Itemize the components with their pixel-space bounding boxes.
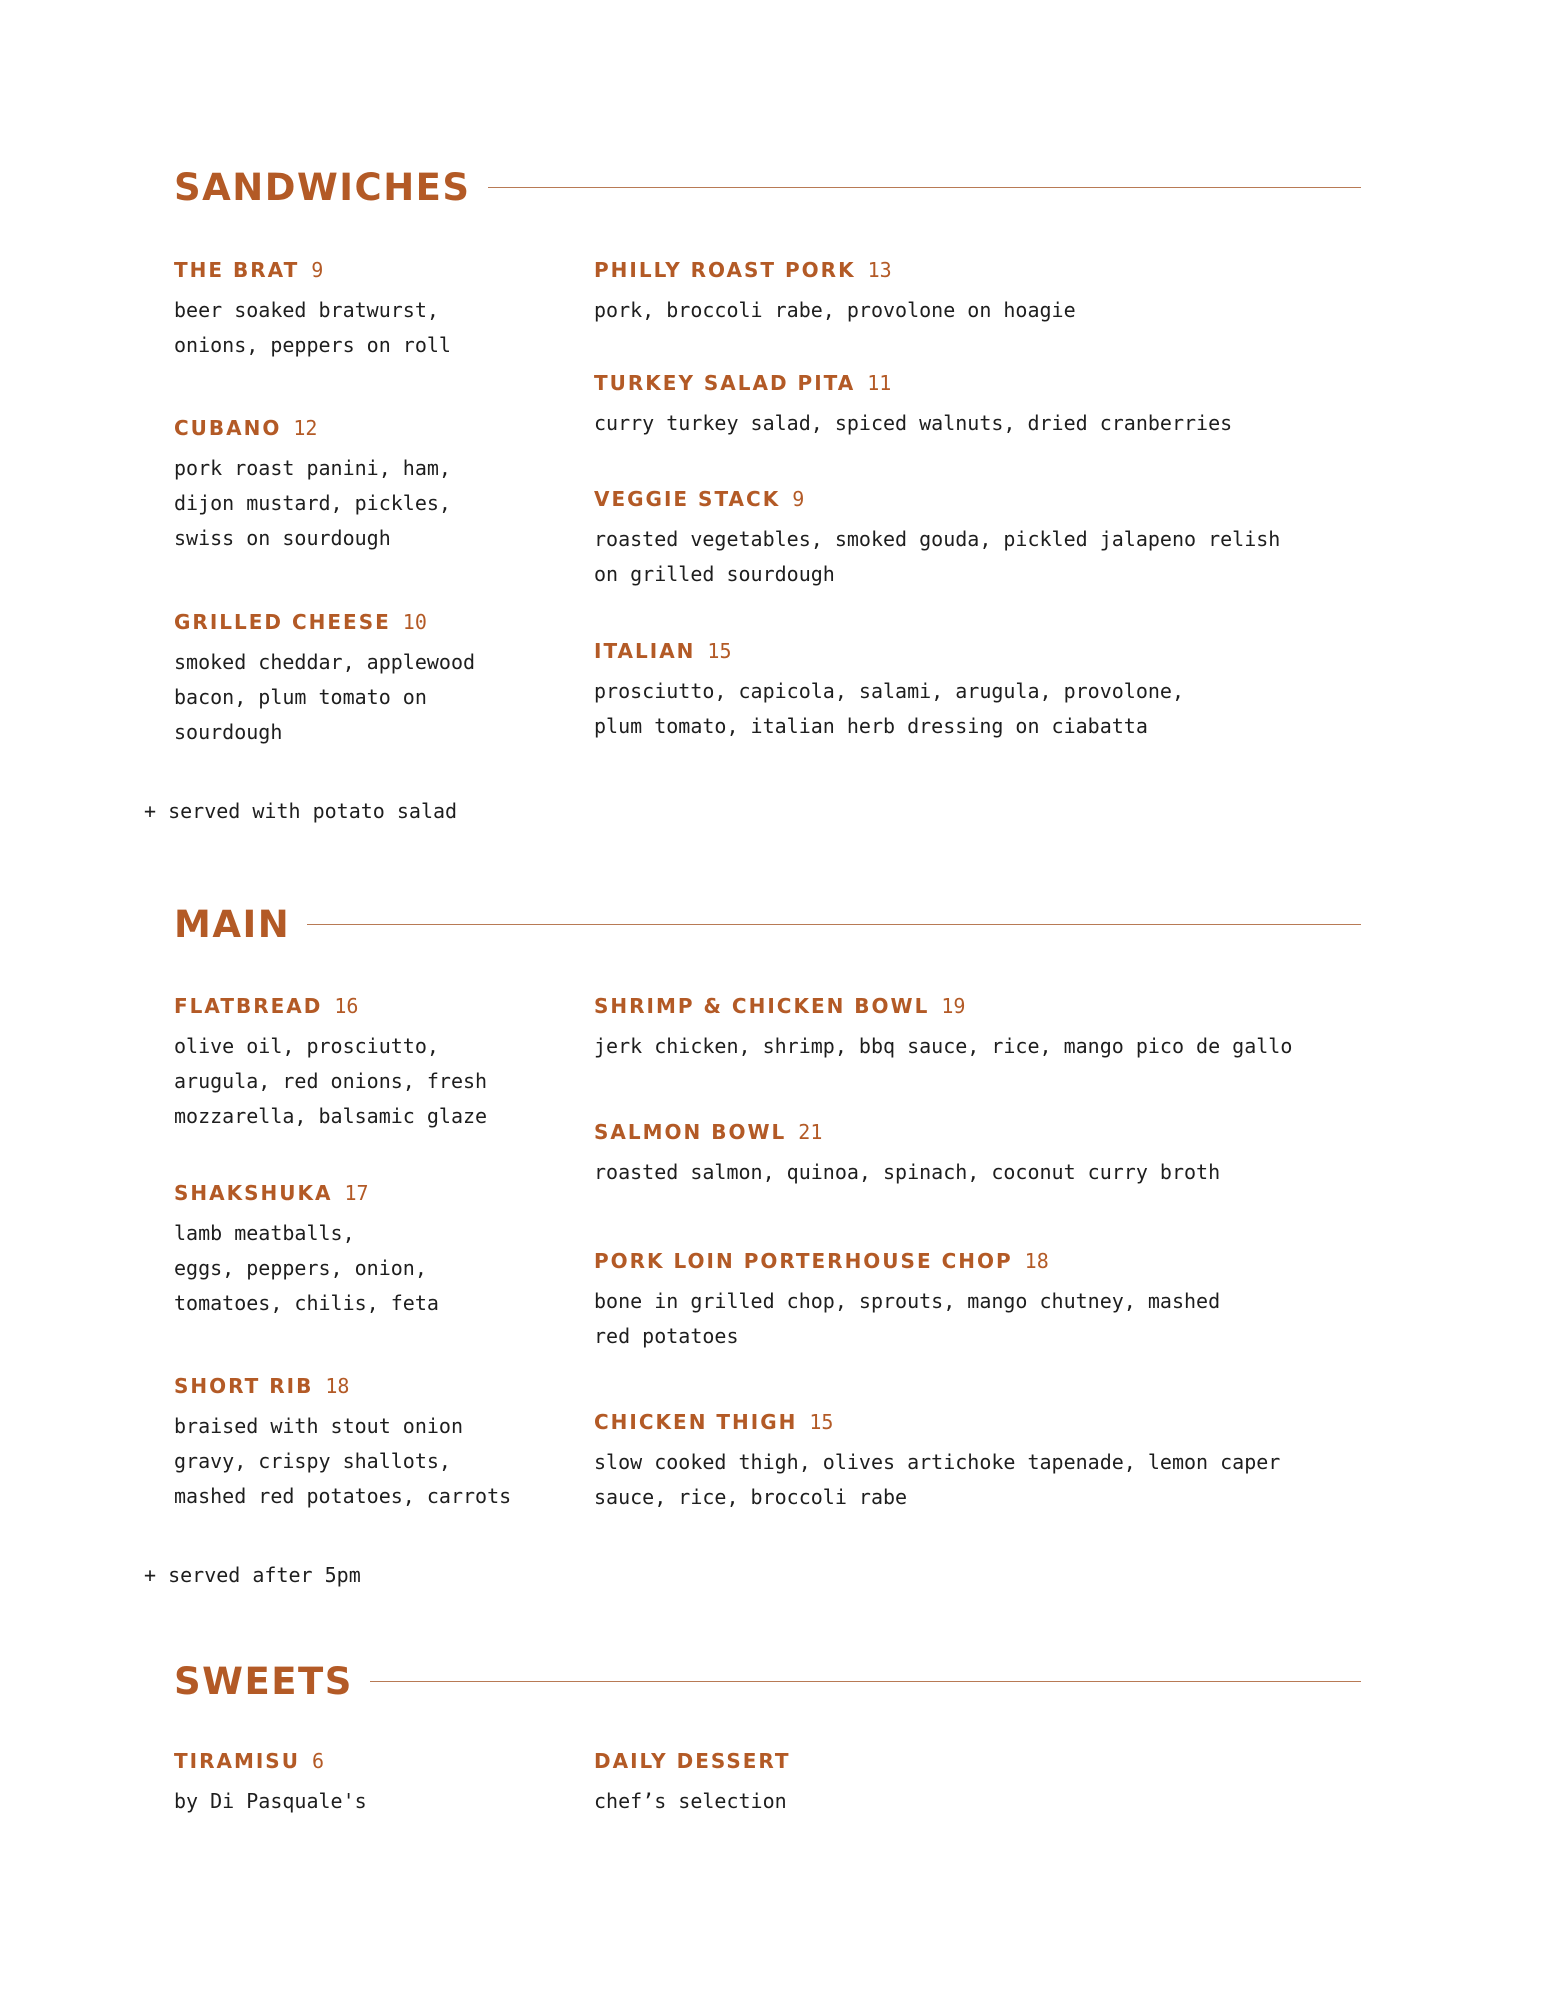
item-name: CHICKEN THIGH	[594, 1410, 798, 1434]
menu-item-daily-dessert	[594, 1748, 791, 1819]
menu-item-italian	[594, 638, 1184, 744]
item-description	[174, 1216, 439, 1321]
item-price: 6	[311, 1749, 324, 1773]
item-name: VEGGIE STACK	[594, 487, 781, 511]
item-heading	[594, 370, 1232, 396]
item-heading	[174, 257, 451, 283]
item-name: FLATBREAD	[174, 994, 323, 1018]
description-line: sourdough	[174, 720, 283, 744]
description-line: chef’s selection	[594, 1789, 787, 1813]
menu-item-pork-loin-porterhouse-chop	[594, 1248, 1220, 1354]
item-description	[594, 522, 1280, 592]
description-line: on grilled sourdough	[594, 562, 835, 586]
item-price: 19	[941, 994, 966, 1018]
menu-item-chicken-thigh	[594, 1409, 1280, 1515]
description-line: pork, broccoli rabe, provolone on hoagie	[594, 298, 1076, 322]
section-header-sweets	[174, 1660, 1361, 1703]
item-price: 10	[402, 610, 427, 634]
description-line: onions, peppers on roll	[174, 333, 451, 357]
description-line: smoked cheddar, applewood	[174, 650, 476, 674]
menu-item-grilled-cheese	[174, 609, 475, 750]
item-price: 11	[867, 371, 892, 395]
item-heading	[594, 1119, 1220, 1145]
section-title: SANDWICHES	[174, 166, 471, 209]
menu-item-philly-roast-pork	[594, 257, 1076, 328]
section-header-sandwiches	[174, 166, 1361, 209]
description-line: prosciutto, capicola, salami, arugula, provolone,	[594, 679, 1185, 703]
description-line: bacon, plum tomato on	[174, 685, 427, 709]
item-name: GRILLED CHEESE	[174, 610, 391, 634]
description-line: roasted vegetables, smoked gouda, pickled jalapeno relish	[594, 527, 1281, 551]
menu-item-veggie-stack	[594, 486, 1280, 592]
item-name: CUBANO	[174, 416, 282, 440]
menu-item-short-rib	[174, 1373, 511, 1514]
item-description	[594, 1445, 1280, 1515]
description-line: roasted salmon, quinoa, spinach, coconut curry broth	[594, 1160, 1221, 1184]
section-note: + served after 5pm	[144, 1563, 361, 1587]
description-line: dijon mustard, pickles,	[174, 491, 451, 515]
item-heading	[174, 1180, 439, 1206]
item-description	[174, 293, 451, 363]
section-header-main	[174, 903, 1361, 946]
item-heading	[594, 1748, 791, 1774]
description-line: mozzarella, balsamic glaze	[174, 1104, 488, 1128]
menu-item-shakshuka	[174, 1180, 439, 1321]
item-name: SHORT RIB	[174, 1374, 314, 1398]
item-heading	[174, 1748, 367, 1774]
description-line: bone in grilled chop, sprouts, mango chutney, mashed	[594, 1289, 1221, 1313]
item-description	[174, 1409, 511, 1514]
item-description	[594, 406, 1232, 441]
item-heading	[594, 1248, 1220, 1274]
description-line: braised with stout onion	[174, 1414, 463, 1438]
item-description	[594, 1029, 1292, 1064]
item-heading	[174, 1373, 511, 1399]
item-description	[594, 1784, 791, 1819]
description-line: gravy, crispy shallots,	[174, 1449, 451, 1473]
item-price: 18	[1024, 1249, 1049, 1273]
item-price: 18	[325, 1374, 350, 1398]
item-heading	[594, 486, 1280, 512]
item-name: TURKEY SALAD PITA	[594, 371, 856, 395]
item-heading	[594, 993, 1292, 1019]
item-name: PORK LOIN PORTERHOUSE CHOP	[594, 1249, 1013, 1273]
item-heading	[174, 609, 475, 635]
divider	[488, 187, 1361, 188]
menu-item-cubano	[174, 415, 451, 556]
item-name: DAILY DESSERT	[594, 1749, 791, 1773]
item-name: TIRAMISU	[174, 1749, 300, 1773]
item-price: 15	[707, 639, 732, 663]
description-line: lamb meatballs,	[174, 1221, 355, 1245]
description-line: mashed red potatoes, carrots	[174, 1484, 512, 1508]
description-line: sauce, rice, broccoli rabe	[594, 1485, 908, 1509]
item-heading	[174, 415, 451, 441]
item-heading	[174, 993, 487, 1019]
section-title: SWEETS	[174, 1660, 353, 1703]
menu-item-flatbread	[174, 993, 487, 1134]
description-line: jerk chicken, shrimp, bbq sauce, rice, mango pico de gallo	[594, 1034, 1293, 1058]
item-description	[594, 1155, 1220, 1190]
description-line: pork roast panini, ham,	[174, 456, 451, 480]
divider	[370, 1681, 1361, 1682]
description-line: swiss on sourdough	[174, 526, 391, 550]
item-description	[594, 1284, 1220, 1354]
item-heading	[594, 1409, 1280, 1435]
item-price: 17	[344, 1181, 369, 1205]
item-description	[174, 1029, 487, 1134]
description-line: plum tomato, italian herb dressing on ciabatta	[594, 714, 1148, 738]
item-description	[174, 451, 451, 556]
description-line: arugula, red onions, fresh	[174, 1069, 488, 1093]
item-heading	[594, 257, 1076, 283]
item-price: 21	[798, 1120, 823, 1144]
item-price: 9	[792, 487, 805, 511]
section-title: MAIN	[174, 903, 291, 946]
item-description	[174, 645, 475, 750]
menu-item-shrimp-chicken-bowl	[594, 993, 1292, 1064]
description-line: tomatoes, chilis, feta	[174, 1291, 439, 1315]
item-name: PHILLY ROAST PORK	[594, 258, 856, 282]
menu-item-tiramisu	[174, 1748, 367, 1819]
menu-item-the-brat	[174, 257, 451, 363]
item-name: THE BRAT	[174, 258, 300, 282]
menu-item-salmon-bowl	[594, 1119, 1220, 1190]
description-line: by Di Pasquale's	[174, 1789, 367, 1813]
item-name: SALMON BOWL	[594, 1120, 787, 1144]
item-description	[174, 1784, 367, 1819]
description-line: slow cooked thigh, olives artichoke tapenade, lemon caper	[594, 1450, 1281, 1474]
item-description	[594, 674, 1184, 744]
item-name: SHAKSHUKA	[174, 1181, 333, 1205]
item-price: 15	[809, 1410, 834, 1434]
description-line: beer soaked bratwurst,	[174, 298, 439, 322]
section-note: + served with potato salad	[144, 799, 458, 823]
item-price: 12	[293, 416, 318, 440]
description-line: eggs, peppers, onion,	[174, 1256, 427, 1280]
item-name: SHRIMP & CHICKEN BOWL	[594, 994, 930, 1018]
description-line: red potatoes	[594, 1324, 739, 1348]
item-name: ITALIAN	[594, 639, 696, 663]
item-heading	[594, 638, 1184, 664]
description-line: curry turkey salad, spiced walnuts, dried cranberries	[594, 411, 1233, 435]
item-description	[594, 293, 1076, 328]
description-line: olive oil, prosciutto,	[174, 1034, 439, 1058]
menu-item-turkey-salad-pita	[594, 370, 1232, 441]
item-price: 9	[311, 258, 324, 282]
item-price: 16	[334, 994, 359, 1018]
divider	[307, 924, 1361, 925]
item-price: 13	[867, 258, 892, 282]
